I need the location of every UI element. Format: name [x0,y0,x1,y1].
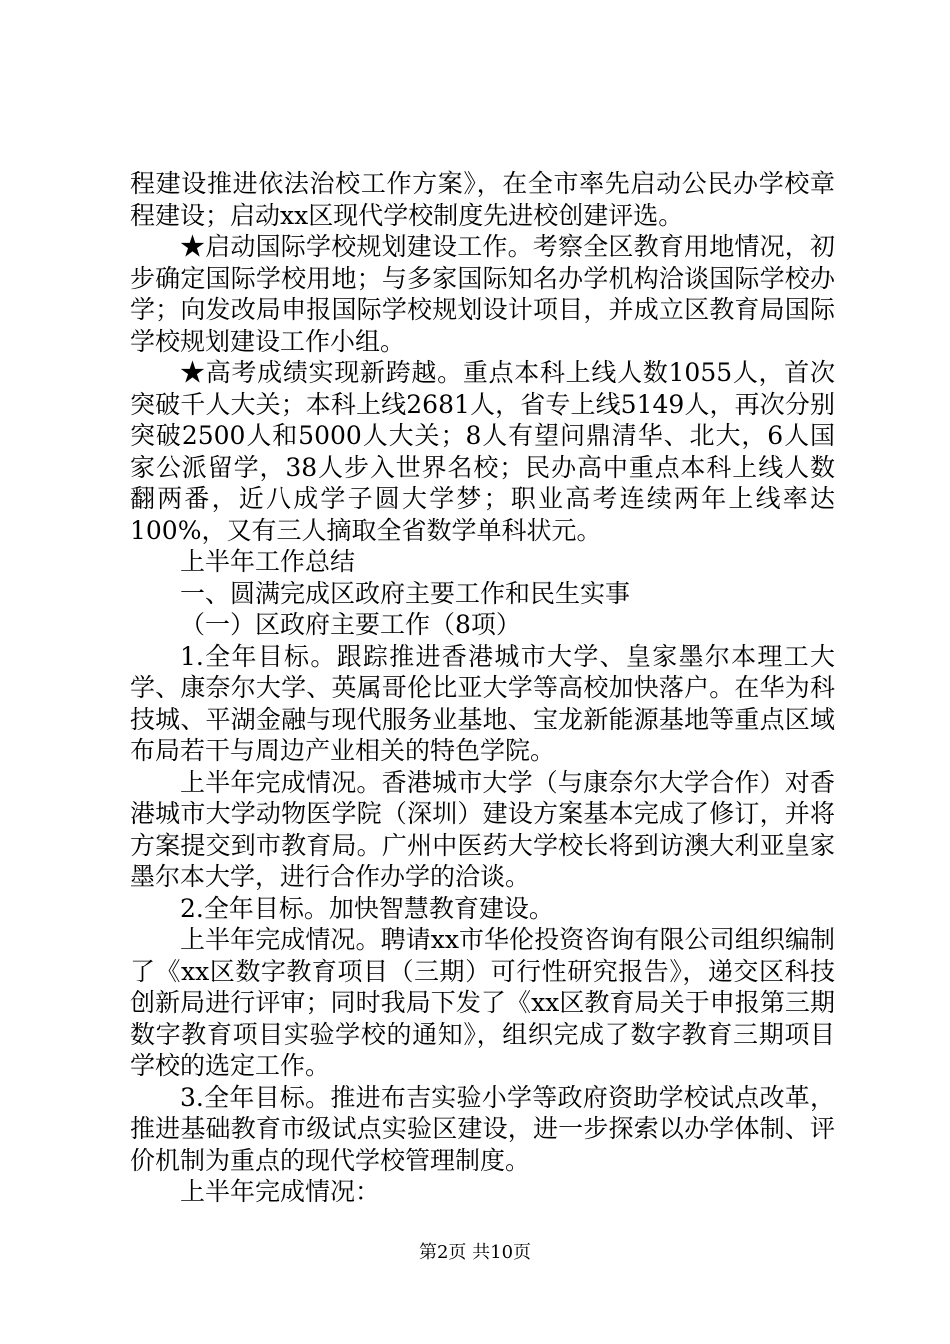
section-heading: 上半年工作总结 [180,547,356,576]
page-number: 第2页 共10页 [418,1242,532,1263]
paragraph-1: 程建设推进依法治校工作方案》，在全市率先启动公民办学校章程建设；启动xx区现代学校制度先进校创建评选。 [130,169,835,230]
page-footer [0,1242,950,1264]
paragraph-4: 1.全年目标。跟踪推进香港城市大学、皇家墨尔本理工大学、康奈尔大学、英属哥伦比亚大学等高校加快落户。在华为科技城、平湖金融与现代服务业基地、宝龙新能源基地等重点区域布局若干与周边产业相关的特色学院。 [130,641,835,765]
paragraph-7: 上半年完成情况。聘请xx市华伦投资咨询有限公司组织编制了《xx区数字教育项目（三期）可行性研究报告》，递交区科技创新局进行评审；同时我局下发了《xx区教育局关于申报第三期数字教育项目实验学校的通知》，组织完成了数字教育三期项目学校的选定工作。 [130,925,835,1080]
paragraph-3: ★高考成绩实现新跨越。重点本科上线人数1055人，首次突破千人大关；本科上线2681人，省专上线5149人，再次分别突破2500人和5000人大关；8人有望问鼎清华、北大，6人国家公派留学，38人步入世界名校；民办高中重点本科上线人数翻两番，近八成学子圆大学梦；职业高考连续两年上线率达100%，又有三人摘取全省数学单科状元。 [130,358,835,545]
paragraph-9: 上半年完成情况： [180,1177,381,1206]
document-body [130,168,835,1208]
paragraph-6: 2.全年目标。加快智慧教育建设。 [180,893,554,923]
paragraph-2: ★启动国际学校规划建设工作。考察全区教育用地情况，初步确定国际学校用地；与多家国际知名办学机构洽谈国际学校办学；向发改局申报国际学校规划设计项目，并成立区教育局国际学校规划建设工作小组。 [130,232,835,356]
paragraph-5: 上半年完成情况。香港城市大学（与康奈尔大学合作）对香港城市大学动物医学院（深圳）建设方案基本完成了修订，并将方案提交到市教育局。广州中医药大学校长将到访澳大利亚皇家墨尔本大学，进行合作办学的洽谈。 [130,767,835,891]
subsection-heading-2: （一）区政府主要工作（8项） [180,610,521,639]
subsection-heading-1: 一、圆满完成区政府主要工作和民生实事 [180,578,631,608]
paragraph-8: 3.全年目标。推进布吉实验小学等政府资助学校试点改革，推进基础教育市级试点实验区建设，进一步探索以办学体制、评价机制为重点的现代学校管理制度。 [130,1082,835,1175]
